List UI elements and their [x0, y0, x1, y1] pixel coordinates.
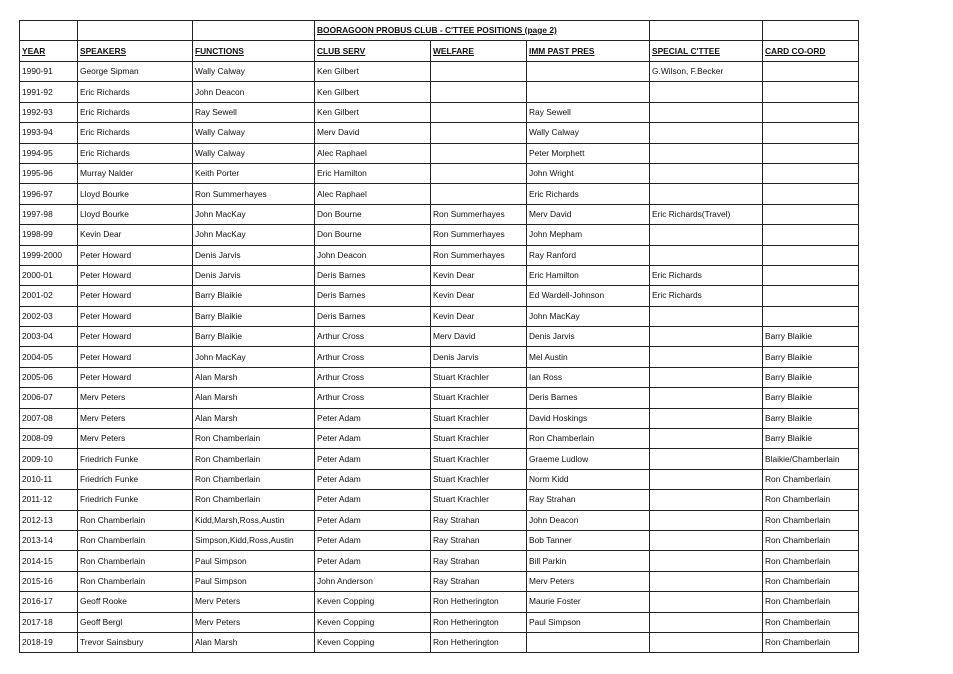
cell-speakers: Friedrich Funke	[78, 449, 193, 469]
cell-imm-past-pres	[527, 82, 650, 102]
blank-cell	[650, 21, 763, 41]
cell-year: 1994-95	[20, 143, 78, 163]
cell-welfare	[431, 62, 527, 82]
cell-imm-past-pres: David Hoskings	[527, 408, 650, 428]
cell-card-coord: Ron Chamberlain	[763, 551, 859, 571]
cell-card-coord	[763, 82, 859, 102]
cell-special-cttee	[650, 510, 763, 530]
table-row	[20, 204, 859, 224]
cell-club-serv: Peter Adam	[315, 490, 431, 510]
cell-welfare: Stuart Krachler	[431, 490, 527, 510]
cell-welfare	[431, 163, 527, 183]
cell-imm-past-pres: Merv Peters	[527, 571, 650, 591]
cell-club-serv: Arthur Cross	[315, 327, 431, 347]
cell-imm-past-pres: Ray Ranford	[527, 245, 650, 265]
cell-speakers: Peter Howard	[78, 327, 193, 347]
cell-functions: Keith Porter	[193, 163, 315, 183]
cell-welfare	[431, 102, 527, 122]
cell-imm-past-pres: Ed Wardell-Johnson	[527, 286, 650, 306]
cell-functions: Denis Jarvis	[193, 245, 315, 265]
cell-special-cttee	[650, 632, 763, 652]
cell-welfare: Kevin Dear	[431, 286, 527, 306]
header-card-coord: CARD CO-ORD	[763, 41, 859, 62]
table-row	[20, 449, 859, 469]
cell-club-serv: Keven Copping	[315, 632, 431, 652]
cell-functions: Alan Marsh	[193, 408, 315, 428]
cell-functions: Kidd,Marsh,Ross,Austin	[193, 510, 315, 530]
cell-special-cttee	[650, 490, 763, 510]
cell-imm-past-pres: John MacKay	[527, 306, 650, 326]
cell-functions: Barry Blaikie	[193, 286, 315, 306]
cell-card-coord: Barry Blaikie	[763, 327, 859, 347]
cell-club-serv: Peter Adam	[315, 408, 431, 428]
cell-speakers: Trevor Sainsbury	[78, 632, 193, 652]
table-row	[20, 632, 859, 652]
cell-card-coord	[763, 123, 859, 143]
cell-year: 1998-99	[20, 225, 78, 245]
cell-special-cttee	[650, 530, 763, 550]
cell-welfare	[431, 184, 527, 204]
cell-year: 2002-03	[20, 306, 78, 326]
table-row	[20, 245, 859, 265]
cell-imm-past-pres: Ian Ross	[527, 367, 650, 387]
cell-speakers: Eric Richards	[78, 82, 193, 102]
table-row	[20, 571, 859, 591]
cell-imm-past-pres: Mel Austin	[527, 347, 650, 367]
cell-functions: Ron Summerhayes	[193, 184, 315, 204]
cell-card-coord: Ron Chamberlain	[763, 632, 859, 652]
cell-year: 1991-92	[20, 82, 78, 102]
cell-functions: John Deacon	[193, 82, 315, 102]
cell-year: 1999-2000	[20, 245, 78, 265]
cell-imm-past-pres: Paul Simpson	[527, 612, 650, 632]
cell-speakers: Eric Richards	[78, 123, 193, 143]
table-row	[20, 592, 859, 612]
cell-speakers: Peter Howard	[78, 265, 193, 285]
cell-card-coord	[763, 245, 859, 265]
cell-functions: Wally Calway	[193, 143, 315, 163]
cell-imm-past-pres: John Mepham	[527, 225, 650, 245]
cell-year: 2005-06	[20, 367, 78, 387]
cell-card-coord: Ron Chamberlain	[763, 571, 859, 591]
cell-club-serv: Peter Adam	[315, 469, 431, 489]
cell-year: 2000-01	[20, 265, 78, 285]
cell-welfare: Ron Hetherington	[431, 592, 527, 612]
cell-speakers: Murray Nalder	[78, 163, 193, 183]
cell-welfare: Ron Hetherington	[431, 612, 527, 632]
cell-functions: Denis Jarvis	[193, 265, 315, 285]
cell-club-serv: Eric Hamilton	[315, 163, 431, 183]
cell-year: 2001-02	[20, 286, 78, 306]
cell-speakers: Ron Chamberlain	[78, 510, 193, 530]
cell-special-cttee	[650, 408, 763, 428]
cell-year: 1995-96	[20, 163, 78, 183]
cell-functions: Simpson,Kidd,Ross,Austin	[193, 530, 315, 550]
cell-speakers: Geoff Bergl	[78, 612, 193, 632]
cell-year: 2017-18	[20, 612, 78, 632]
cell-functions: Ray Sewell	[193, 102, 315, 122]
cell-year: 1997-98	[20, 204, 78, 224]
cell-special-cttee: Eric Richards(Travel)	[650, 204, 763, 224]
cell-club-serv: Keven Copping	[315, 612, 431, 632]
cell-year: 2014-15	[20, 551, 78, 571]
cell-club-serv: Peter Adam	[315, 530, 431, 550]
cell-club-serv: Peter Adam	[315, 429, 431, 449]
cell-speakers: Lloyd Bourke	[78, 204, 193, 224]
table-row	[20, 612, 859, 632]
blank-cell	[193, 21, 315, 41]
cell-welfare: Ray Strahan	[431, 510, 527, 530]
cell-card-coord: Barry Blaikie	[763, 388, 859, 408]
cell-imm-past-pres: Bob Tanner	[527, 530, 650, 550]
cell-year: 2013-14	[20, 530, 78, 550]
cell-speakers: Ron Chamberlain	[78, 571, 193, 591]
cell-welfare: Denis Jarvis	[431, 347, 527, 367]
cell-welfare: Ray Strahan	[431, 551, 527, 571]
cell-special-cttee	[650, 102, 763, 122]
cell-welfare: Ron Summerhayes	[431, 204, 527, 224]
cell-club-serv: Ken Gilbert	[315, 62, 431, 82]
cell-imm-past-pres: Eric Hamilton	[527, 265, 650, 285]
cell-year: 2007-08	[20, 408, 78, 428]
cell-card-coord: Ron Chamberlain	[763, 510, 859, 530]
cell-imm-past-pres: Eric Richards	[527, 184, 650, 204]
cell-card-coord: Ron Chamberlain	[763, 592, 859, 612]
table-row	[20, 327, 859, 347]
cell-club-serv: Don Bourne	[315, 225, 431, 245]
cell-special-cttee	[650, 449, 763, 469]
table-row	[20, 123, 859, 143]
cell-club-serv: Merv David	[315, 123, 431, 143]
cell-speakers: Merv Peters	[78, 408, 193, 428]
cell-special-cttee	[650, 143, 763, 163]
cell-speakers: Peter Howard	[78, 306, 193, 326]
cell-imm-past-pres: Merv David	[527, 204, 650, 224]
cell-card-coord	[763, 286, 859, 306]
blank-cell	[20, 21, 78, 41]
cell-functions: Ron Chamberlain	[193, 449, 315, 469]
cell-club-serv: Arthur Cross	[315, 388, 431, 408]
table-row	[20, 510, 859, 530]
table-row	[20, 530, 859, 550]
cell-welfare: Ron Summerhayes	[431, 245, 527, 265]
cell-functions: Ron Chamberlain	[193, 490, 315, 510]
cell-year: 1990-91	[20, 62, 78, 82]
cell-club-serv: Peter Adam	[315, 510, 431, 530]
table-row	[20, 102, 859, 122]
cell-speakers: George Sipman	[78, 62, 193, 82]
cell-club-serv: Peter Adam	[315, 449, 431, 469]
table-row	[20, 225, 859, 245]
cell-card-coord	[763, 184, 859, 204]
cell-special-cttee	[650, 245, 763, 265]
cell-speakers: Friedrich Funke	[78, 469, 193, 489]
cell-special-cttee	[650, 367, 763, 387]
cell-welfare: Stuart Krachler	[431, 429, 527, 449]
cell-imm-past-pres	[527, 62, 650, 82]
cell-special-cttee	[650, 347, 763, 367]
cell-welfare: Stuart Krachler	[431, 408, 527, 428]
table-row	[20, 551, 859, 571]
cell-welfare: Stuart Krachler	[431, 449, 527, 469]
header-row	[20, 41, 859, 62]
cell-card-coord	[763, 204, 859, 224]
table-row	[20, 347, 859, 367]
header-club-serv: CLUB SERV	[315, 41, 431, 62]
cell-club-serv: Peter Adam	[315, 551, 431, 571]
cell-functions: Wally Calway	[193, 62, 315, 82]
cell-speakers: Kevin Dear	[78, 225, 193, 245]
cell-card-coord	[763, 62, 859, 82]
cell-speakers: Geoff Rooke	[78, 592, 193, 612]
cell-imm-past-pres: Maurie Foster	[527, 592, 650, 612]
cell-functions: John MacKay	[193, 204, 315, 224]
cell-club-serv: Deris Barnes	[315, 265, 431, 285]
cell-special-cttee: Eric Richards	[650, 286, 763, 306]
cell-special-cttee: G.Wilson, F.Becker	[650, 62, 763, 82]
cell-year: 2004-05	[20, 347, 78, 367]
cell-year: 2009-10	[20, 449, 78, 469]
table-row	[20, 265, 859, 285]
cell-club-serv: Keven Copping	[315, 592, 431, 612]
cell-welfare: Kevin Dear	[431, 306, 527, 326]
table-row	[20, 367, 859, 387]
cell-speakers: Eric Richards	[78, 102, 193, 122]
header-special-cttee: SPECIAL C'TTEE	[650, 41, 763, 62]
cell-card-coord	[763, 306, 859, 326]
cell-club-serv: Ken Gilbert	[315, 102, 431, 122]
header-welfare: WELFARE	[431, 41, 527, 62]
cell-card-coord	[763, 163, 859, 183]
table-row	[20, 286, 859, 306]
cell-welfare: Ron Hetherington	[431, 632, 527, 652]
cell-functions: Ron Chamberlain	[193, 429, 315, 449]
cell-club-serv: John Anderson	[315, 571, 431, 591]
table-row	[20, 184, 859, 204]
cell-special-cttee	[650, 571, 763, 591]
cell-welfare: Stuart Krachler	[431, 367, 527, 387]
cell-club-serv: Deris Barnes	[315, 306, 431, 326]
table-row	[20, 429, 859, 449]
cell-special-cttee	[650, 327, 763, 347]
cell-special-cttee	[650, 123, 763, 143]
cell-card-coord: Barry Blaikie	[763, 429, 859, 449]
cell-imm-past-pres: Deris Barnes	[527, 388, 650, 408]
cell-speakers: Peter Howard	[78, 347, 193, 367]
cell-special-cttee	[650, 306, 763, 326]
cell-card-coord: Ron Chamberlain	[763, 490, 859, 510]
cell-functions: Alan Marsh	[193, 367, 315, 387]
cell-speakers: Peter Howard	[78, 367, 193, 387]
cell-functions: John MacKay	[193, 225, 315, 245]
table-row	[20, 469, 859, 489]
table-row	[20, 82, 859, 102]
cell-functions: Merv Peters	[193, 592, 315, 612]
header-functions: FUNCTIONS	[193, 41, 315, 62]
cell-year: 2018-19	[20, 632, 78, 652]
cell-special-cttee	[650, 225, 763, 245]
cell-welfare: Ray Strahan	[431, 571, 527, 591]
table-row	[20, 490, 859, 510]
cell-functions: Paul Simpson	[193, 571, 315, 591]
cell-card-coord: Ron Chamberlain	[763, 469, 859, 489]
cell-club-serv: Arthur Cross	[315, 367, 431, 387]
table-row	[20, 62, 859, 82]
cell-functions: Wally Calway	[193, 123, 315, 143]
table-row	[20, 143, 859, 163]
cell-functions: Merv Peters	[193, 612, 315, 632]
cell-card-coord: Blaikie/Chamberlain	[763, 449, 859, 469]
cell-imm-past-pres: Graeme Ludlow	[527, 449, 650, 469]
sheet-title: BOORAGOON PROBUS CLUB - C'TTEE POSITIONS (page 2)	[315, 21, 650, 41]
cell-year: 1993-94	[20, 123, 78, 143]
cell-special-cttee	[650, 469, 763, 489]
cell-year: 2016-17	[20, 592, 78, 612]
cell-card-coord	[763, 225, 859, 245]
committee-positions-table	[19, 20, 859, 653]
cell-welfare: Kevin Dear	[431, 265, 527, 285]
blank-cell	[763, 21, 859, 41]
cell-year: 2015-16	[20, 571, 78, 591]
cell-card-coord	[763, 265, 859, 285]
cell-special-cttee	[650, 163, 763, 183]
cell-special-cttee	[650, 551, 763, 571]
cell-special-cttee	[650, 82, 763, 102]
cell-club-serv: John Deacon	[315, 245, 431, 265]
cell-imm-past-pres: Peter Morphett	[527, 143, 650, 163]
cell-card-coord: Ron Chamberlain	[763, 612, 859, 632]
table-row	[20, 408, 859, 428]
cell-year: 2010-11	[20, 469, 78, 489]
cell-welfare: Ray Strahan	[431, 530, 527, 550]
cell-card-coord: Barry Blaikie	[763, 367, 859, 387]
header-speakers: SPEAKERS	[78, 41, 193, 62]
header-year: YEAR	[20, 41, 78, 62]
cell-club-serv: Don Bourne	[315, 204, 431, 224]
cell-imm-past-pres: John Wright	[527, 163, 650, 183]
cell-welfare: Ron Summerhayes	[431, 225, 527, 245]
cell-imm-past-pres: Bill Parkin	[527, 551, 650, 571]
cell-imm-past-pres: Wally Calway	[527, 123, 650, 143]
cell-functions: Alan Marsh	[193, 632, 315, 652]
cell-functions: Barry Blaikie	[193, 327, 315, 347]
title-row	[20, 21, 859, 41]
cell-imm-past-pres: Ron Chamberlain	[527, 429, 650, 449]
cell-imm-past-pres: John Deacon	[527, 510, 650, 530]
cell-imm-past-pres: Norm Kidd	[527, 469, 650, 489]
cell-card-coord: Barry Blaikie	[763, 347, 859, 367]
cell-year: 2011-12	[20, 490, 78, 510]
cell-welfare: Stuart Krachler	[431, 469, 527, 489]
cell-club-serv: Alec Raphael	[315, 143, 431, 163]
cell-welfare: Merv David	[431, 327, 527, 347]
cell-welfare	[431, 143, 527, 163]
table-row	[20, 163, 859, 183]
blank-cell	[78, 21, 193, 41]
cell-year: 2008-09	[20, 429, 78, 449]
table-row	[20, 306, 859, 326]
cell-functions: Paul Simpson	[193, 551, 315, 571]
cell-year: 2012-13	[20, 510, 78, 530]
cell-special-cttee	[650, 592, 763, 612]
cell-welfare	[431, 123, 527, 143]
header-imm-past-pres: IMM PAST PRES	[527, 41, 650, 62]
cell-functions: Ron Chamberlain	[193, 469, 315, 489]
cell-speakers: Friedrich Funke	[78, 490, 193, 510]
cell-functions: Barry Blaikie	[193, 306, 315, 326]
cell-year: 1996-97	[20, 184, 78, 204]
cell-speakers: Ron Chamberlain	[78, 551, 193, 571]
cell-speakers: Merv Peters	[78, 388, 193, 408]
cell-speakers: Ron Chamberlain	[78, 530, 193, 550]
cell-special-cttee	[650, 612, 763, 632]
cell-functions: John MacKay	[193, 347, 315, 367]
cell-card-coord: Ron Chamberlain	[763, 530, 859, 550]
cell-speakers: Eric Richards	[78, 143, 193, 163]
cell-imm-past-pres: Ray Sewell	[527, 102, 650, 122]
cell-club-serv: Arthur Cross	[315, 347, 431, 367]
cell-card-coord: Barry Blaikie	[763, 408, 859, 428]
cell-imm-past-pres	[527, 632, 650, 652]
cell-imm-past-pres: Ray Strahan	[527, 490, 650, 510]
cell-club-serv: Deris Barnes	[315, 286, 431, 306]
cell-special-cttee	[650, 184, 763, 204]
cell-year: 1992-93	[20, 102, 78, 122]
cell-club-serv: Ken Gilbert	[315, 82, 431, 102]
cell-speakers: Peter Howard	[78, 286, 193, 306]
cell-speakers: Merv Peters	[78, 429, 193, 449]
cell-club-serv: Alec Raphael	[315, 184, 431, 204]
cell-speakers: Peter Howard	[78, 245, 193, 265]
cell-speakers: Lloyd Bourke	[78, 184, 193, 204]
cell-welfare	[431, 82, 527, 102]
cell-special-cttee	[650, 388, 763, 408]
cell-year: 2006-07	[20, 388, 78, 408]
cell-card-coord	[763, 143, 859, 163]
cell-special-cttee: Eric Richards	[650, 265, 763, 285]
cell-special-cttee	[650, 429, 763, 449]
cell-welfare: Stuart Krachler	[431, 388, 527, 408]
cell-imm-past-pres: Denis Jarvis	[527, 327, 650, 347]
cell-year: 2003-04	[20, 327, 78, 347]
cell-functions: Alan Marsh	[193, 388, 315, 408]
table-row	[20, 388, 859, 408]
cell-card-coord	[763, 102, 859, 122]
